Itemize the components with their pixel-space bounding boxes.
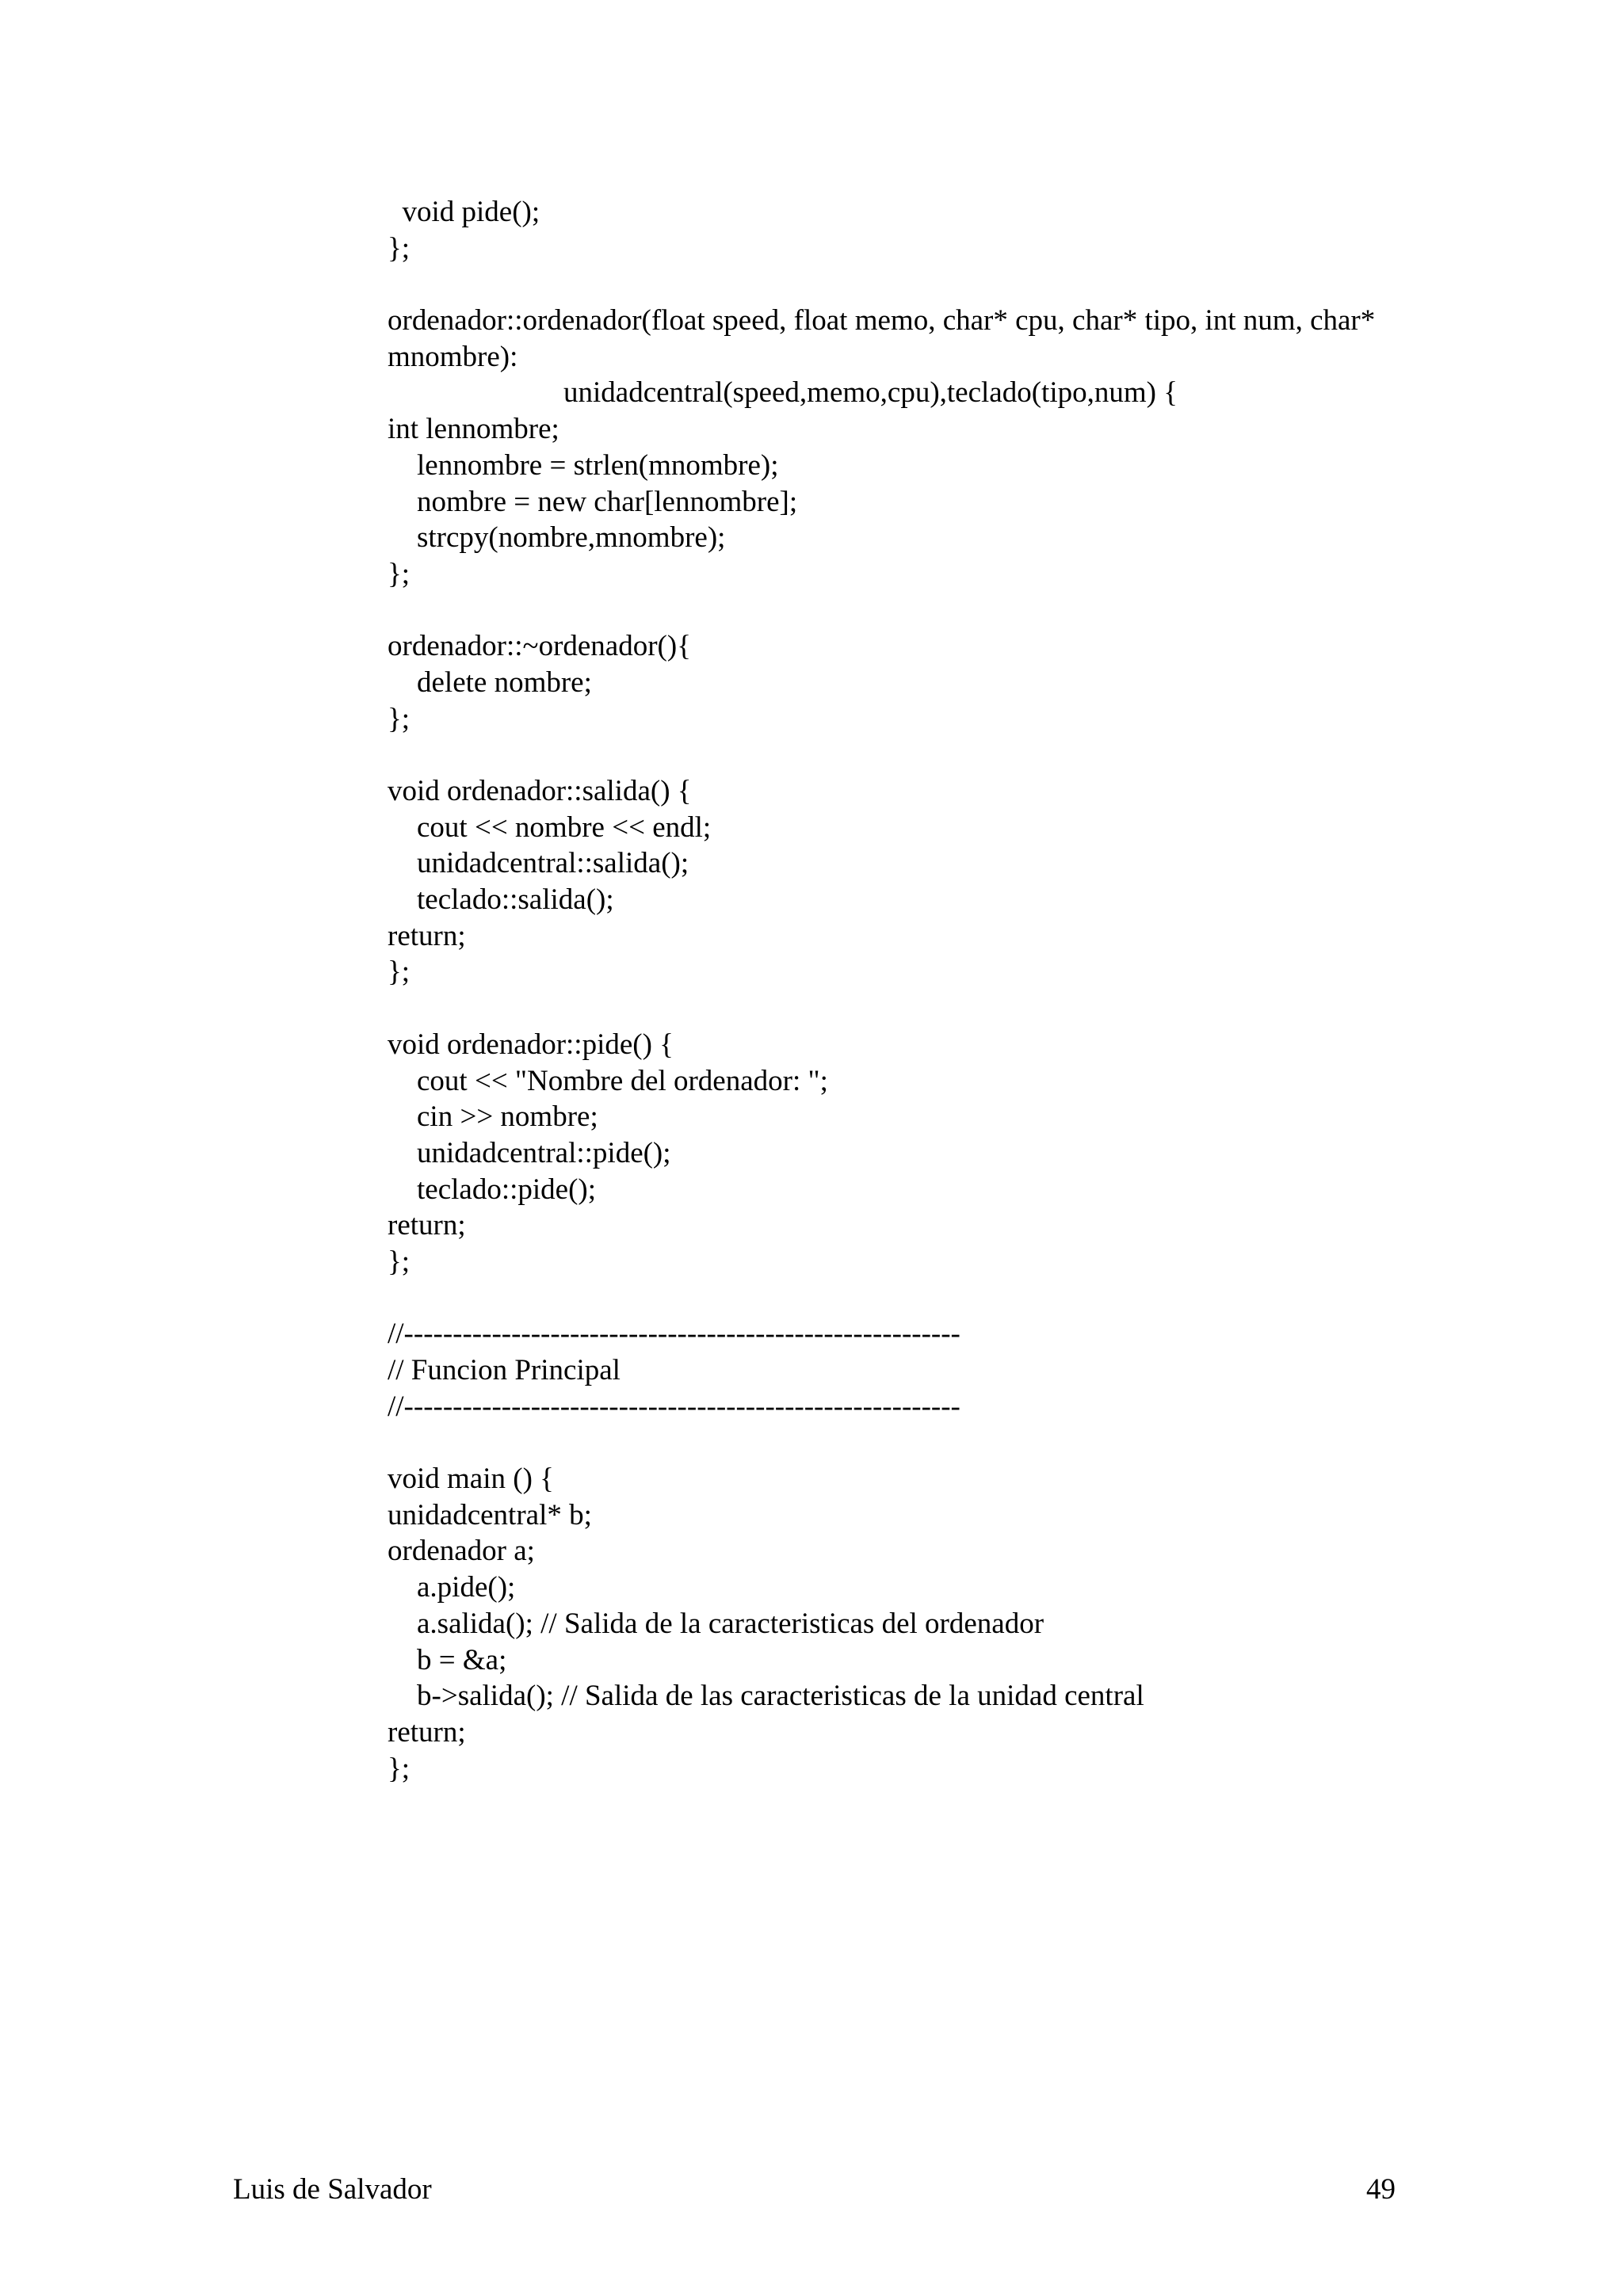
page-number: 49 [1366, 2173, 1396, 2206]
footer-author: Luis de Salvador [233, 2173, 432, 2206]
code-line: return; [388, 1715, 466, 1749]
code-line: void main () { [388, 1463, 554, 1496]
code-line: cin >> nombre; [388, 1100, 598, 1134]
code-line: teclado::pide(); [388, 1173, 597, 1206]
code-line: ordenador::ordenador(float speed, float memo, char* cpu, char* tipo, int num, char* [388, 304, 1376, 338]
code-line [388, 990, 1497, 1027]
code-line: mnombre): [388, 340, 518, 373]
code-line [388, 1280, 1497, 1317]
code-line: cout << "Nombre del ordenador: "; [388, 1064, 828, 1097]
code-line: unidadcentral::pide(); [388, 1136, 671, 1169]
code-line: void pide(); [388, 196, 540, 228]
code-line: }; [388, 1752, 411, 1785]
code-line: unidadcentral* b; [388, 1498, 592, 1531]
code-line: b = &a; [388, 1643, 507, 1676]
code-line: b->salida(); // Salida de las caracteristicas de la unidad central [388, 1680, 1144, 1713]
code-line: //--------------------------------------------------------- [388, 1318, 960, 1351]
code-line: delete nombre; [388, 666, 592, 699]
code-line: cout << nombre << endl; [388, 810, 712, 844]
code-listing [388, 194, 1497, 1787]
code-line: int lennombre; [388, 413, 559, 446]
code-line: return; [388, 1209, 466, 1242]
code-line: }; [388, 1245, 411, 1278]
code-line: strcpy(nombre,mnombre); [388, 521, 726, 555]
code-line [388, 593, 1497, 629]
code-line: unidadcentral(speed,memo,cpu),teclado(tipo,num) { [388, 376, 1178, 410]
code-line: }; [388, 557, 411, 590]
code-line: lennombre = strlen(mnombre); [388, 448, 779, 482]
code-line: void ordenador::pide() { [388, 1028, 674, 1061]
code-line [388, 266, 1497, 303]
code-line: teclado::salida(); [388, 883, 614, 917]
code-line: nombre = new char[lennombre]; [388, 485, 798, 518]
code-line [388, 737, 1497, 773]
code-line: //--------------------------------------------------------- [388, 1390, 960, 1423]
code-line: }; [388, 702, 411, 735]
code-line [388, 1425, 1497, 1461]
code-line: void ordenador::salida() { [388, 775, 692, 807]
code-line: a.salida(); // Salida de la caracteristicas del ordenador [388, 1607, 1044, 1640]
code-line: }; [388, 955, 411, 989]
code-line: ordenador::~ordenador(){ [388, 630, 691, 663]
code-line: ordenador a; [388, 1535, 535, 1568]
code-line: unidadcentral::salida(); [388, 847, 689, 880]
code-line: return; [388, 919, 466, 952]
code-line: // Funcion Principal [388, 1354, 621, 1386]
code-line: a.pide(); [388, 1571, 516, 1604]
code-line: }; [388, 231, 411, 265]
